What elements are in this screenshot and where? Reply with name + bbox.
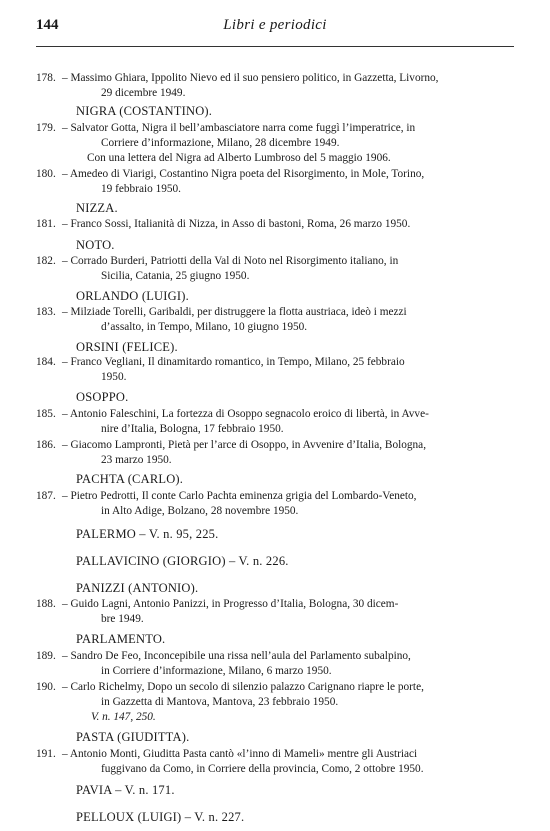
- section-heading: PACHTA (CARLO).: [76, 472, 184, 486]
- entry-number: 185.: [36, 408, 56, 420]
- entry-number: 184.: [36, 356, 56, 368]
- section-heading: PAVIA – V. n. 171.: [76, 783, 175, 797]
- running-head: [36, 17, 514, 39]
- section-heading: NOTO.: [76, 238, 115, 252]
- bibliography-entry-line: Con una lettera del Nigra ad Alberto Lumbroso del 5 maggio 1906.: [87, 152, 391, 164]
- entry-number: 180.: [36, 168, 56, 180]
- bibliography-entry-line: – Franco Vegliani, Il dinamitardo romantico, in Tempo, Milano, 25 febbraio: [62, 356, 405, 368]
- section-heading: NIZZA.: [76, 201, 118, 215]
- entry-number: 182.: [36, 255, 56, 267]
- bibliography-entry-line: – Carlo Richelmy, Dopo un secolo di silenzio palazzo Carignano riapre le porte,: [62, 681, 424, 693]
- running-title: Libri e periodici: [223, 17, 327, 33]
- section-heading: PALLAVICINO (GIORGIO) – V. n. 226.: [76, 554, 289, 568]
- entry-number: 179.: [36, 122, 56, 134]
- bibliography-entry-line: in Alto Adige, Bolzano, 28 novembre 1950.: [101, 505, 299, 517]
- bibliography-entry-line: 29 dicembre 1949.: [101, 87, 186, 99]
- section-heading: PELLOUX (LUIGI) – V. n. 227.: [76, 810, 245, 824]
- bibliography-entry-line: – Pietro Pedrotti, Il conte Carlo Pachta eminenza grigia del Lombardo-Veneto,: [62, 490, 417, 502]
- bibliography-entry-line: – Sandro De Feo, Inconcepibile una rissa nell’aula del Parlamento subalpino,: [62, 650, 411, 662]
- bibliography-entry-line: fuggivano da Como, in Corriere della provincia, Como, 2 ottobre 1950.: [101, 763, 424, 775]
- section-heading: NIGRA (COSTANTINO).: [76, 104, 213, 118]
- bibliography-entry-line: – Salvator Gotta, Nigra il bell’ambasciatore narra come fuggì l’imperatrice, in: [62, 122, 416, 134]
- bibliography-entry-line: – Massimo Ghiara, Ippolito Nievo ed il suo pensiero politico, in Gazzetta, Livorno,: [62, 72, 439, 84]
- bibliography-entry-line: – Guido Lagni, Antonio Panizzi, in Progresso d’Italia, Bologna, 30 dicem-: [62, 598, 399, 610]
- entry-number: 178.: [36, 72, 56, 84]
- section-heading: OSOPPO.: [76, 390, 129, 404]
- bibliography-entry-line: in Gazzetta di Mantova, Mantova, 23 febbraio 1950.: [101, 696, 339, 708]
- bibliography-entry-line: – Franco Sossi, Italianità di Nizza, in Asso di bastoni, Roma, 26 marzo 1950.: [62, 218, 411, 230]
- bibliography-entry-line: nire d’Italia, Bologna, 17 febbraio 1950.: [101, 423, 284, 435]
- entry-number: 188.: [36, 598, 56, 610]
- bibliography-entry-line: V. n. 147, 250.: [91, 711, 156, 723]
- bibliography-entry-line: bre 1949.: [101, 613, 144, 625]
- entry-number: 191.: [36, 748, 56, 760]
- bibliography-entry-line: d’assalto, in Tempo, Milano, 10 giugno 1950.: [101, 321, 308, 333]
- bibliography-entry-line: – Antonio Monti, Giuditta Pasta cantò «l’inno di Mameli» mentre gli Austriaci: [62, 748, 418, 760]
- bibliography-entry-line: Sicilia, Catania, 25 giugno 1950.: [101, 270, 250, 282]
- bibliography-entry-line: 1950.: [101, 371, 127, 383]
- bibliography-entry-line: 19 febbraio 1950.: [101, 183, 181, 195]
- bibliography-entry-line: – Giacomo Lampronti, Pietà per l’arce di Osoppo, in Avvenire d’Italia, Bologna,: [62, 439, 427, 451]
- entry-number: 183.: [36, 306, 56, 318]
- section-heading: PANIZZI (ANTONIO).: [76, 581, 199, 595]
- bibliography-entry-line: in Corriere d’informazione, Milano, 6 marzo 1950.: [101, 665, 332, 677]
- entry-number: 190.: [36, 681, 56, 693]
- entry-number: 186.: [36, 439, 56, 451]
- bibliography-entry-line: – Amedeo di Viarigi, Costantino Nigra poeta del Risorgimento, in Mole, Torino,: [62, 168, 425, 180]
- section-heading: ORLANDO (LUIGI).: [76, 289, 189, 303]
- bibliography-entry-line: – Milziade Torelli, Garibaldi, per distruggere la flotta austriaca, ideò i mezzi: [62, 306, 407, 318]
- section-heading: ORSINI (FELICE).: [76, 340, 178, 354]
- bibliography-entry-line: Corriere d’informazione, Milano, 28 dicembre 1949.: [101, 137, 340, 149]
- entry-number: 187.: [36, 490, 56, 502]
- section-heading: PARLAMENTO.: [76, 632, 166, 646]
- section-heading: PALERMO – V. n. 95, 225.: [76, 527, 219, 541]
- header-rule: [36, 46, 514, 47]
- page-number: 144: [36, 17, 59, 33]
- bibliography-entry-line: 23 marzo 1950.: [101, 454, 172, 466]
- bibliography-entry-line: – Antonio Faleschini, La fortezza di Osoppo segnacolo eroico di libertà, in Avve-: [62, 408, 429, 420]
- entry-number: 181.: [36, 218, 56, 230]
- bibliography-entry-line: – Corrado Burderi, Patriotti della Val di Noto nel Risorgimento italiano, in: [62, 255, 399, 267]
- entry-number: 189.: [36, 650, 56, 662]
- section-heading: PASTA (GIUDITTA).: [76, 730, 190, 744]
